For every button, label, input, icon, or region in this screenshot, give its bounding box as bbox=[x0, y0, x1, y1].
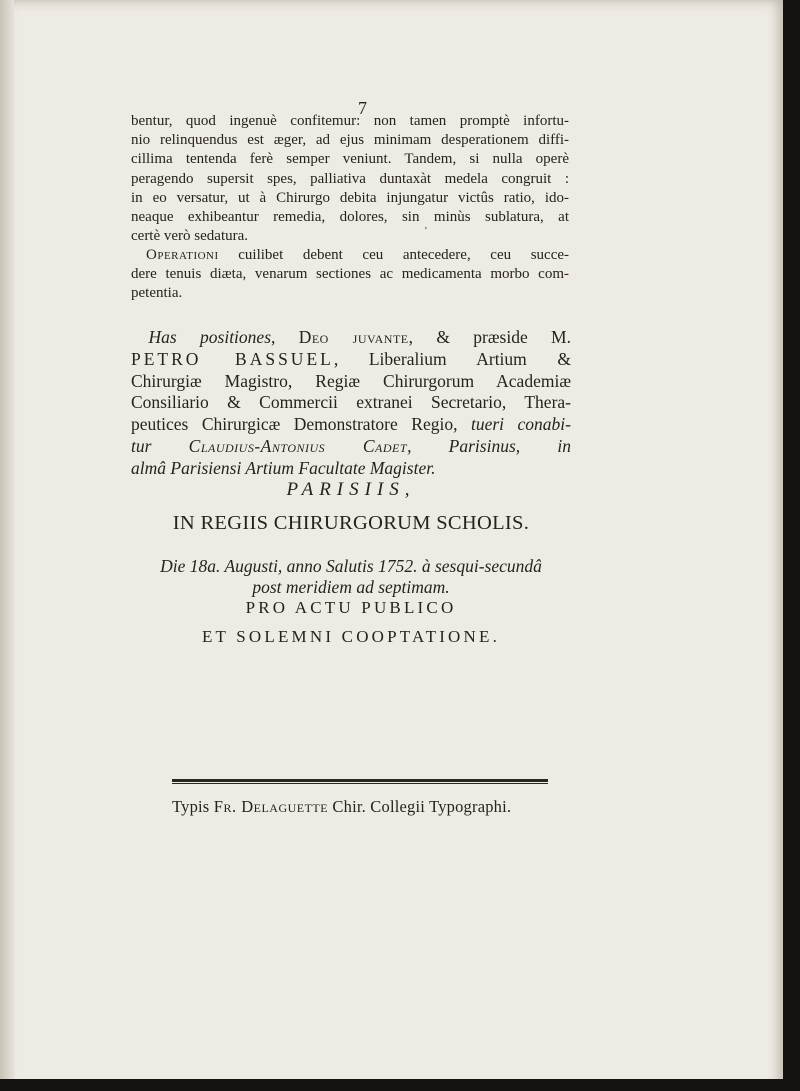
presider-name: PETRO BASSUEL bbox=[131, 348, 334, 369]
text-line bbox=[131, 349, 571, 371]
text-line: neaque exhibeantur remedia, dolores, sin minùs sublatura, at bbox=[131, 209, 569, 226]
date-line: post meridiem ad septimam. bbox=[252, 577, 450, 597]
text-fragment: , Parisinus, in bbox=[407, 435, 571, 456]
text-line: nio relinquendus est æger, ad ejus minimam desperationem diffi- bbox=[131, 132, 569, 149]
text-line: cillima tentenda ferè semper veniunt. Tandem, si nulla operè bbox=[131, 151, 569, 168]
lead-word: Operationi bbox=[146, 247, 219, 263]
text-fragment: Has positiones bbox=[148, 327, 272, 347]
text-line: almâ Parisiensi Artium Facultate Magister. bbox=[131, 457, 436, 478]
text-line bbox=[131, 436, 571, 458]
purpose-line-2: ET SOLEMNI COOPTATIONE. bbox=[201, 627, 501, 646]
double-rule bbox=[172, 779, 548, 785]
purpose-line-1: PRO ACTU PUBLICO bbox=[245, 598, 457, 617]
date-block bbox=[131, 556, 571, 598]
text-line bbox=[131, 414, 571, 436]
text-fragment: tueri conabi- bbox=[470, 414, 571, 435]
text-line: Chirurgiæ Magistro, Regiæ Chirurgorum Academiæ bbox=[131, 370, 571, 391]
text-fragment: peutices Chirurgicæ Demonstratore Regio, bbox=[131, 414, 471, 435]
text-fragment: cuilibet debent ceu antecedere, ceu succe- bbox=[218, 247, 569, 263]
text-fragment: , bbox=[271, 327, 299, 347]
text-line: petentia. bbox=[131, 285, 183, 302]
paragraph-1 bbox=[131, 112, 569, 246]
text-line: peragendo supersit spes, palliativa duntaxàt medela congruit : bbox=[131, 170, 569, 187]
printer-imprint bbox=[172, 797, 572, 817]
text-line: in eo versatur, ut à Chirurgo debita injungatur victûs ratio, ido- bbox=[131, 189, 569, 206]
text-line: certè verò sedatura. bbox=[131, 228, 249, 245]
theses-block bbox=[131, 327, 571, 480]
bottom-background bbox=[0, 1079, 800, 1091]
text-line: Consiliario & Commercii extranei Secretario, Thera- bbox=[131, 392, 571, 413]
text-fragment: tur bbox=[131, 435, 189, 456]
date-line: Die 18a. Augusti, anno Salutis 1752. à sesqui-secundâ bbox=[160, 556, 542, 576]
page-gutter bbox=[0, 0, 14, 1091]
venue-heading: IN REGIIS CHIRURGORUM SCHOLIS. bbox=[172, 512, 530, 534]
paragraph-2 bbox=[131, 246, 569, 304]
text-line: dere tenuis diæta, venarum sectiones ac medicamenta morbo com- bbox=[131, 266, 569, 283]
text-fragment: Chir. Collegii Typographi. bbox=[328, 797, 512, 816]
ink-mark: ' bbox=[425, 226, 427, 237]
text-fragment: Deo juvante bbox=[298, 327, 409, 347]
text-fragment: , & præside M. bbox=[408, 327, 571, 347]
text-fragment: , Liberalium Artium & bbox=[333, 348, 572, 369]
text-fragment: Typis bbox=[172, 797, 214, 816]
printer-name: Fr. Delaguette bbox=[213, 797, 329, 816]
text-line bbox=[131, 327, 571, 349]
text-line bbox=[131, 246, 569, 265]
place-heading: PARISIIS, bbox=[286, 479, 416, 500]
text-line: bentur, quod ingenuè confitemur: non tamen promptè infortu- bbox=[131, 113, 569, 129]
page-edge-background bbox=[783, 0, 800, 1091]
page-number: 7 bbox=[358, 98, 367, 118]
candidate-name: Claudius-Antonius Cadet bbox=[188, 435, 408, 456]
